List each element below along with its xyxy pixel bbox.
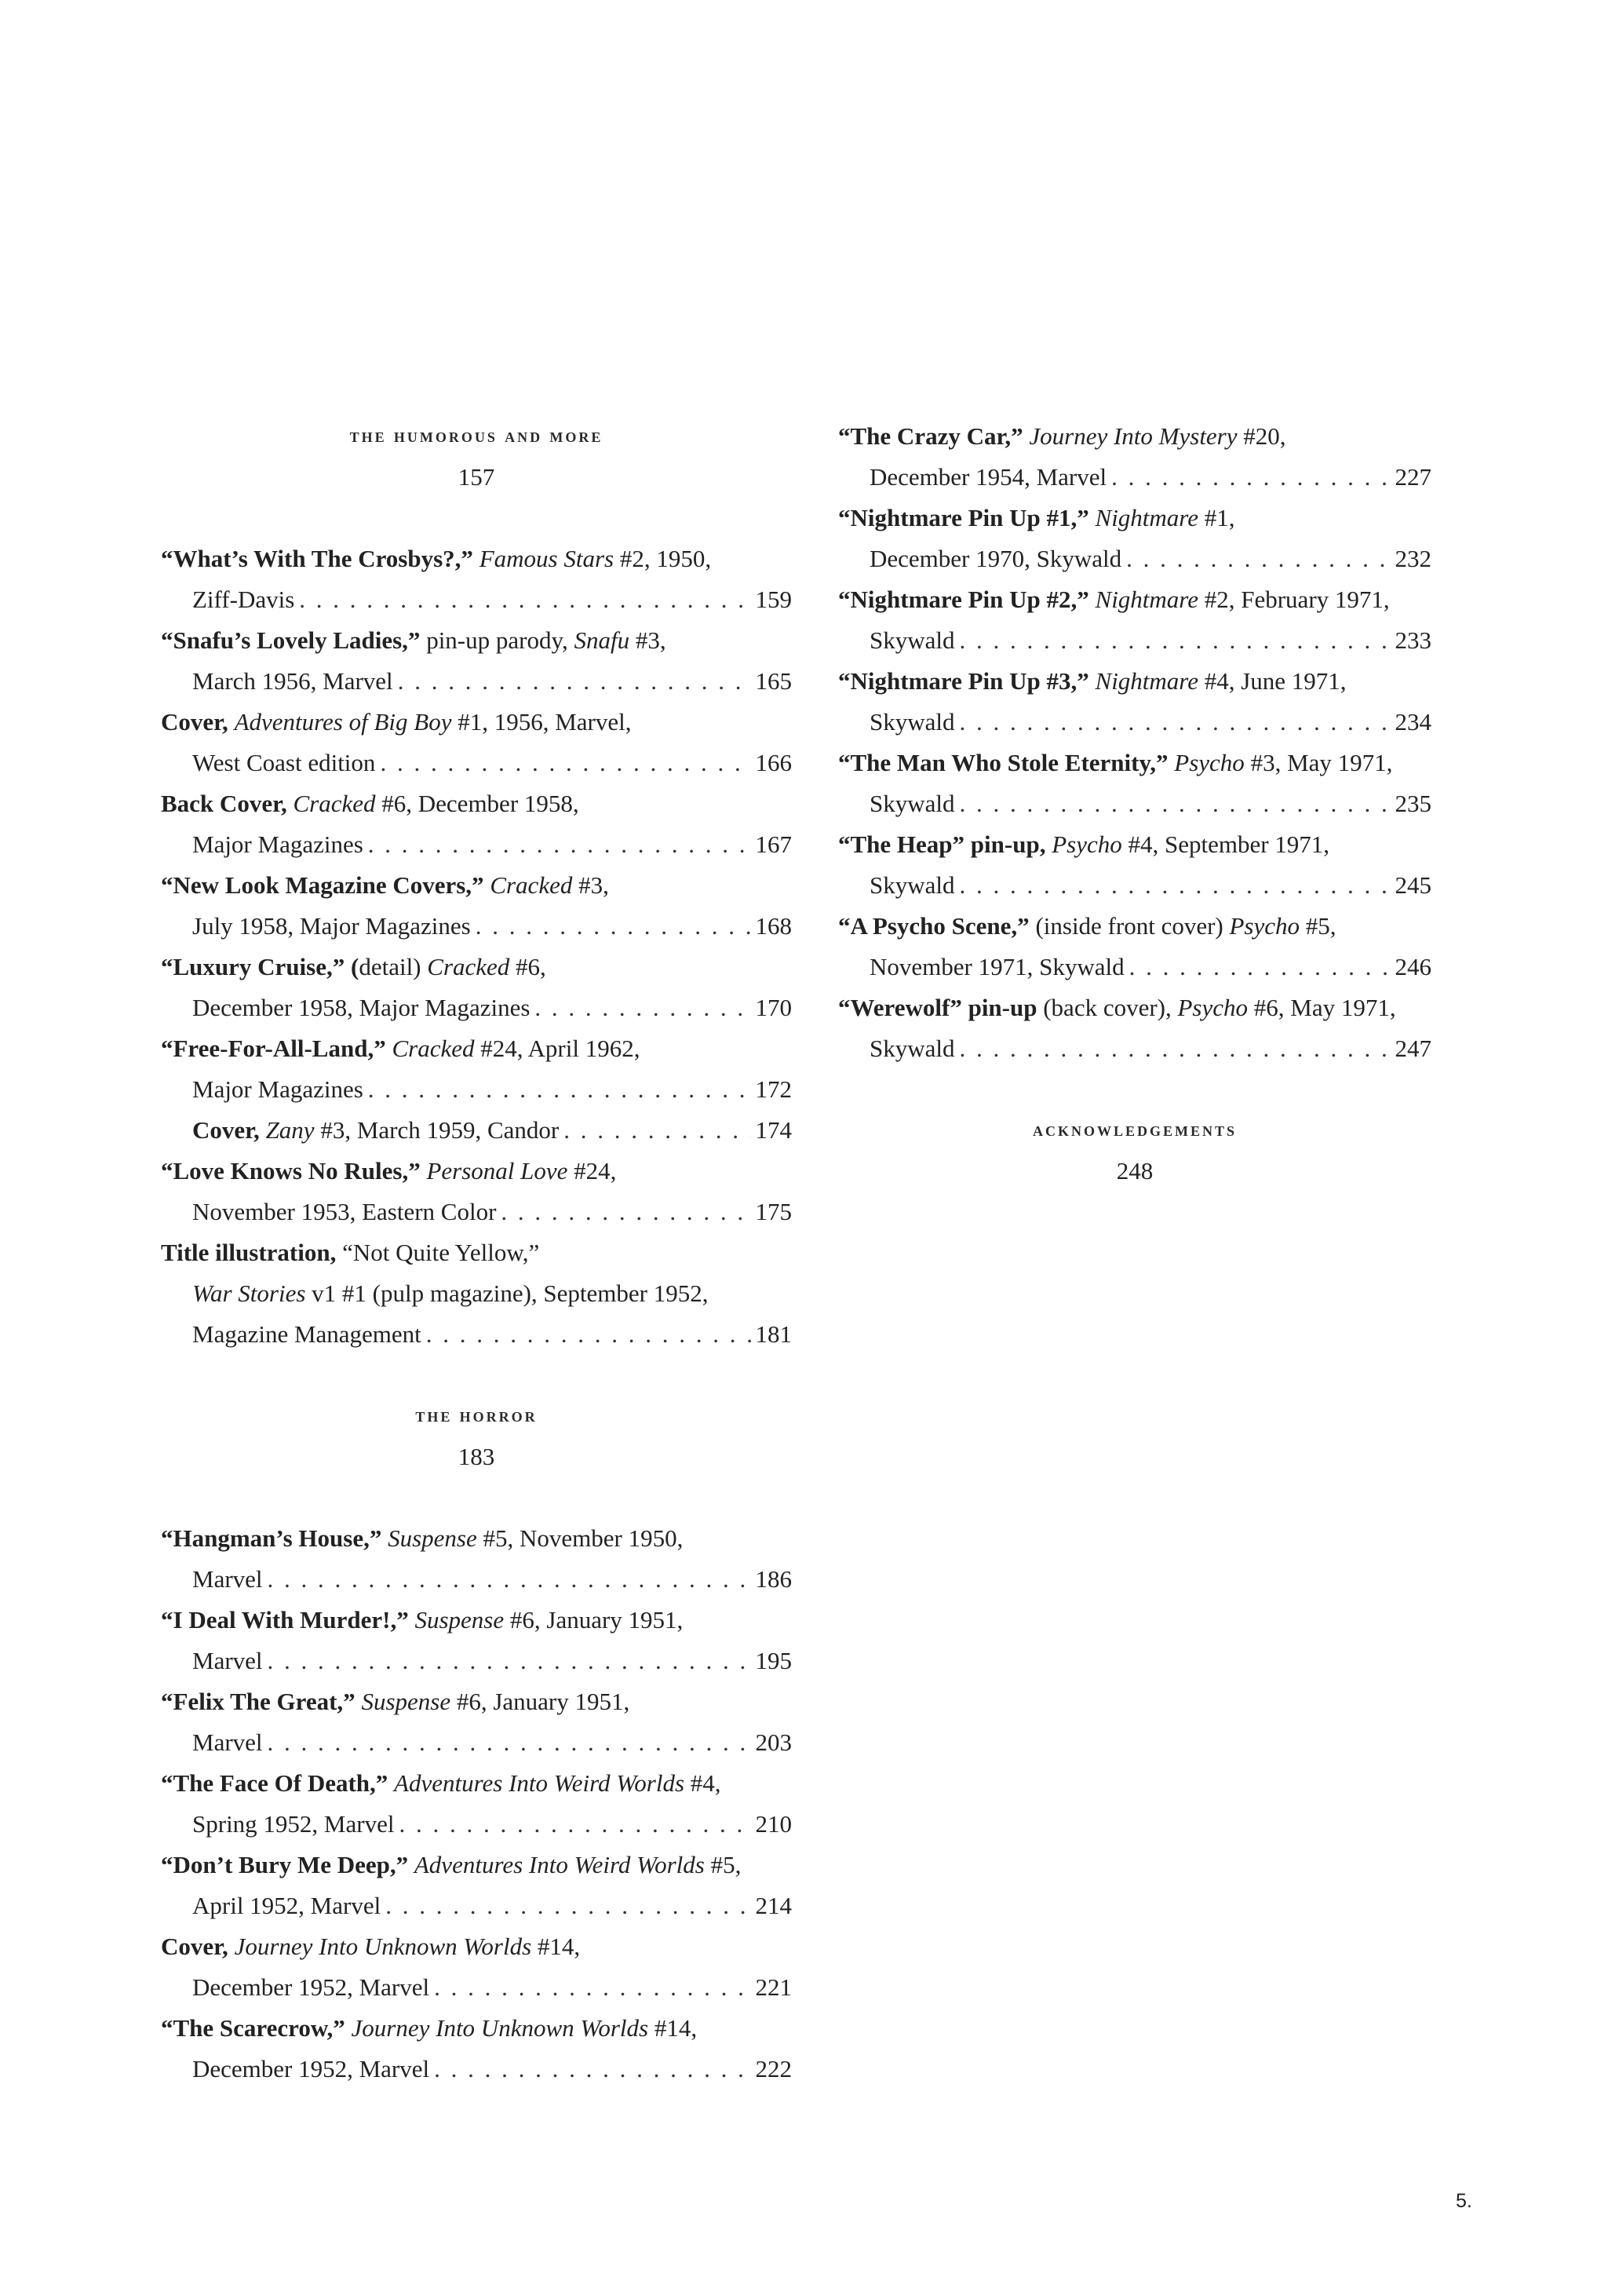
leader-dots <box>426 1314 751 1355</box>
section-page: 248 <box>1116 1157 1154 1185</box>
page-ref: 246 <box>1395 953 1431 980</box>
leader-dots <box>268 1722 751 1763</box>
section-title: acknowledgements <box>1032 1119 1238 1141</box>
toc-entry[interactable]: “Don’t Bury Me Deep,” Adventures Into Weird Worlds #5, April 1952, Marvel . . . 214 <box>161 1845 792 1926</box>
toc-entry[interactable]: “The Man Who Stole Eternity,” Psycho #3, May 1971, Skywald . . . 235 <box>838 743 1431 824</box>
toc-entry[interactable]: “I Deal With Murder!,” Suspense #6, January 1951, Marvel . . . 195 <box>161 1600 792 1681</box>
leader-dots <box>534 987 750 1028</box>
leader-dots <box>960 783 1391 824</box>
toc-entry[interactable]: “Nightmare Pin Up #2,” Nightmare #2, February 1971, Skywald . . . 233 <box>838 579 1431 661</box>
toc-entry[interactable]: “Free-For-All-Land,” Cracked #24, April 1962, Major Magazines . . . 172 <box>161 1028 792 1110</box>
page-ref: 232 <box>1395 545 1431 572</box>
toc-entry[interactable]: “The Heap” pin-up, Psycho #4, September 1971, Skywald . . . 245 <box>838 824 1431 906</box>
leader-dots <box>960 620 1391 661</box>
leader-dots <box>960 702 1391 743</box>
section-humorous <box>161 416 792 1355</box>
page-ref: 247 <box>1395 1035 1431 1062</box>
toc-entry[interactable]: “Felix The Great,” Suspense #6, January 1951, Marvel . . . 203 <box>161 1681 792 1763</box>
toc-entry[interactable]: “New Look Magazine Covers,” Cracked #3, July 1958, Major Magazines . . . 168 <box>161 865 792 947</box>
section-page: 157 <box>458 463 495 491</box>
section-horror <box>161 1396 792 2090</box>
page-ref: 214 <box>755 1892 792 1919</box>
toc-entry[interactable]: “Hangman’s House,” Suspense #5, November 1950, Marvel . . . 186 <box>161 1518 792 1600</box>
leader-dots <box>1126 538 1390 579</box>
leader-dots <box>398 661 751 702</box>
toc-entry[interactable]: “Werewolf” pin-up (back cover), Psycho #6, May 1971, Skywald . . . 247 <box>838 987 1431 1069</box>
page-ref: 227 <box>1395 463 1431 491</box>
page-ref: 168 <box>755 912 792 940</box>
leader-dots <box>960 865 1391 906</box>
page-ref: 222 <box>755 2055 792 2082</box>
page-ref: 174 <box>755 1116 792 1144</box>
page-ref: 165 <box>755 667 792 695</box>
toc-entry[interactable]: “The Face Of Death,” Adventures Into Weird Worlds #4, Spring 1952, Marvel . . . 210 <box>161 1763 792 1845</box>
toc-list-humorous <box>161 538 792 1110</box>
leader-dots <box>434 1967 750 2008</box>
leader-dots <box>399 1804 750 1845</box>
toc-entry[interactable]: Cover, Zany #3, March 1959, Candor . . . 174 <box>161 1110 792 1151</box>
toc-entry[interactable]: “The Scarecrow,” Journey Into Unknown Worlds #14, December 1952, Marvel . . . 222 <box>161 2008 792 2090</box>
leader-dots <box>501 1192 750 1232</box>
toc-entry[interactable]: Cover, Adventures of Big Boy #1, 1956, Marvel, West Coast edition . . . 166 <box>161 702 792 783</box>
section-page: 183 <box>458 1443 495 1470</box>
toc-entry[interactable]: “Luxury Cruise,” (detail) Cracked #6, December 1958, Major Magazines . . . 170 <box>161 947 792 1028</box>
toc-entry[interactable]: “Nightmare Pin Up #1,” Nightmare #1, December 1970, Skywald . . . 232 <box>838 498 1431 579</box>
toc-entry[interactable]: Title illustration, “Not Quite Yellow,” War Stories v1 #1 (pulp magazine), September 1952, Magazine Management . . . 181 <box>161 1232 792 1355</box>
page-ref: 167 <box>755 830 792 858</box>
page-ref: 181 <box>755 1320 792 1348</box>
leader-dots <box>368 824 751 865</box>
leader-dots <box>1111 457 1390 498</box>
toc-entry[interactable]: “A Psycho Scene,” (inside front cover) Psycho #5, November 1971, Skywald . . . 246 <box>838 906 1431 987</box>
toc-list-horror <box>161 1518 792 2090</box>
toc-entry[interactable]: Cover, Journey Into Unknown Worlds #14, December 1952, Marvel . . . 221 <box>161 1926 792 2008</box>
leader-dots <box>476 906 751 947</box>
page-ref: 166 <box>755 749 792 776</box>
toc-entry[interactable]: “What’s With The Crosbys?,” Famous Stars #2, 1950, Ziff-Davis . . . 159 <box>161 538 792 620</box>
toc-entry[interactable]: “Snafu’s Lovely Ladies,” pin-up parody, Snafu #3, March 1956, Marvel . . . 165 <box>161 620 792 702</box>
section-title: the horror <box>415 1405 538 1426</box>
left-column <box>161 416 792 2090</box>
leader-dots <box>960 1028 1391 1069</box>
page-ref: 235 <box>1395 790 1431 817</box>
page-ref: 186 <box>755 1565 792 1593</box>
page-ref: 221 <box>755 1973 792 2001</box>
toc-list-horror-continued <box>838 416 1431 1069</box>
leader-dots <box>563 1110 750 1151</box>
page-ref: 233 <box>1395 626 1431 654</box>
leader-dots <box>299 579 750 620</box>
page-number: 5. <box>1456 2190 1472 2212</box>
toc-entry[interactable]: “The Crazy Car,” Journey Into Mystery #20, December 1954, Marvel . . . 227 <box>838 416 1431 498</box>
toc-entry[interactable]: Back Cover, Cracked #6, December 1958, Major Magazines . . . 167 <box>161 783 792 865</box>
page-ref: 175 <box>755 1198 792 1225</box>
right-column <box>838 416 1431 1192</box>
page-ref: 234 <box>1395 708 1431 736</box>
page-ref: 170 <box>755 994 792 1021</box>
page-ref: 172 <box>755 1075 792 1103</box>
page-ref: 245 <box>1395 871 1431 899</box>
page-ref: 195 <box>755 1647 792 1674</box>
page-ref: 203 <box>755 1728 792 1756</box>
leader-dots <box>368 1069 751 1110</box>
leader-dots <box>268 1641 751 1681</box>
section-acknowledgements <box>838 1110 1431 1192</box>
toc-entry[interactable]: “Nightmare Pin Up #3,” Nightmare #4, June 1971, Skywald . . . 234 <box>838 661 1431 743</box>
page-ref: 210 <box>755 1810 792 1838</box>
page-ref: 159 <box>755 586 792 613</box>
leader-dots <box>1129 947 1391 987</box>
leader-dots <box>434 2049 750 2090</box>
toc-entry[interactable]: “Love Knows No Rules,” Personal Love #24, November 1953, Eastern Color . . . 175 <box>161 1151 792 1232</box>
leader-dots <box>268 1559 751 1600</box>
leader-dots <box>385 1885 750 1926</box>
leader-dots <box>380 743 750 783</box>
section-title: the humorous and more <box>349 425 603 447</box>
